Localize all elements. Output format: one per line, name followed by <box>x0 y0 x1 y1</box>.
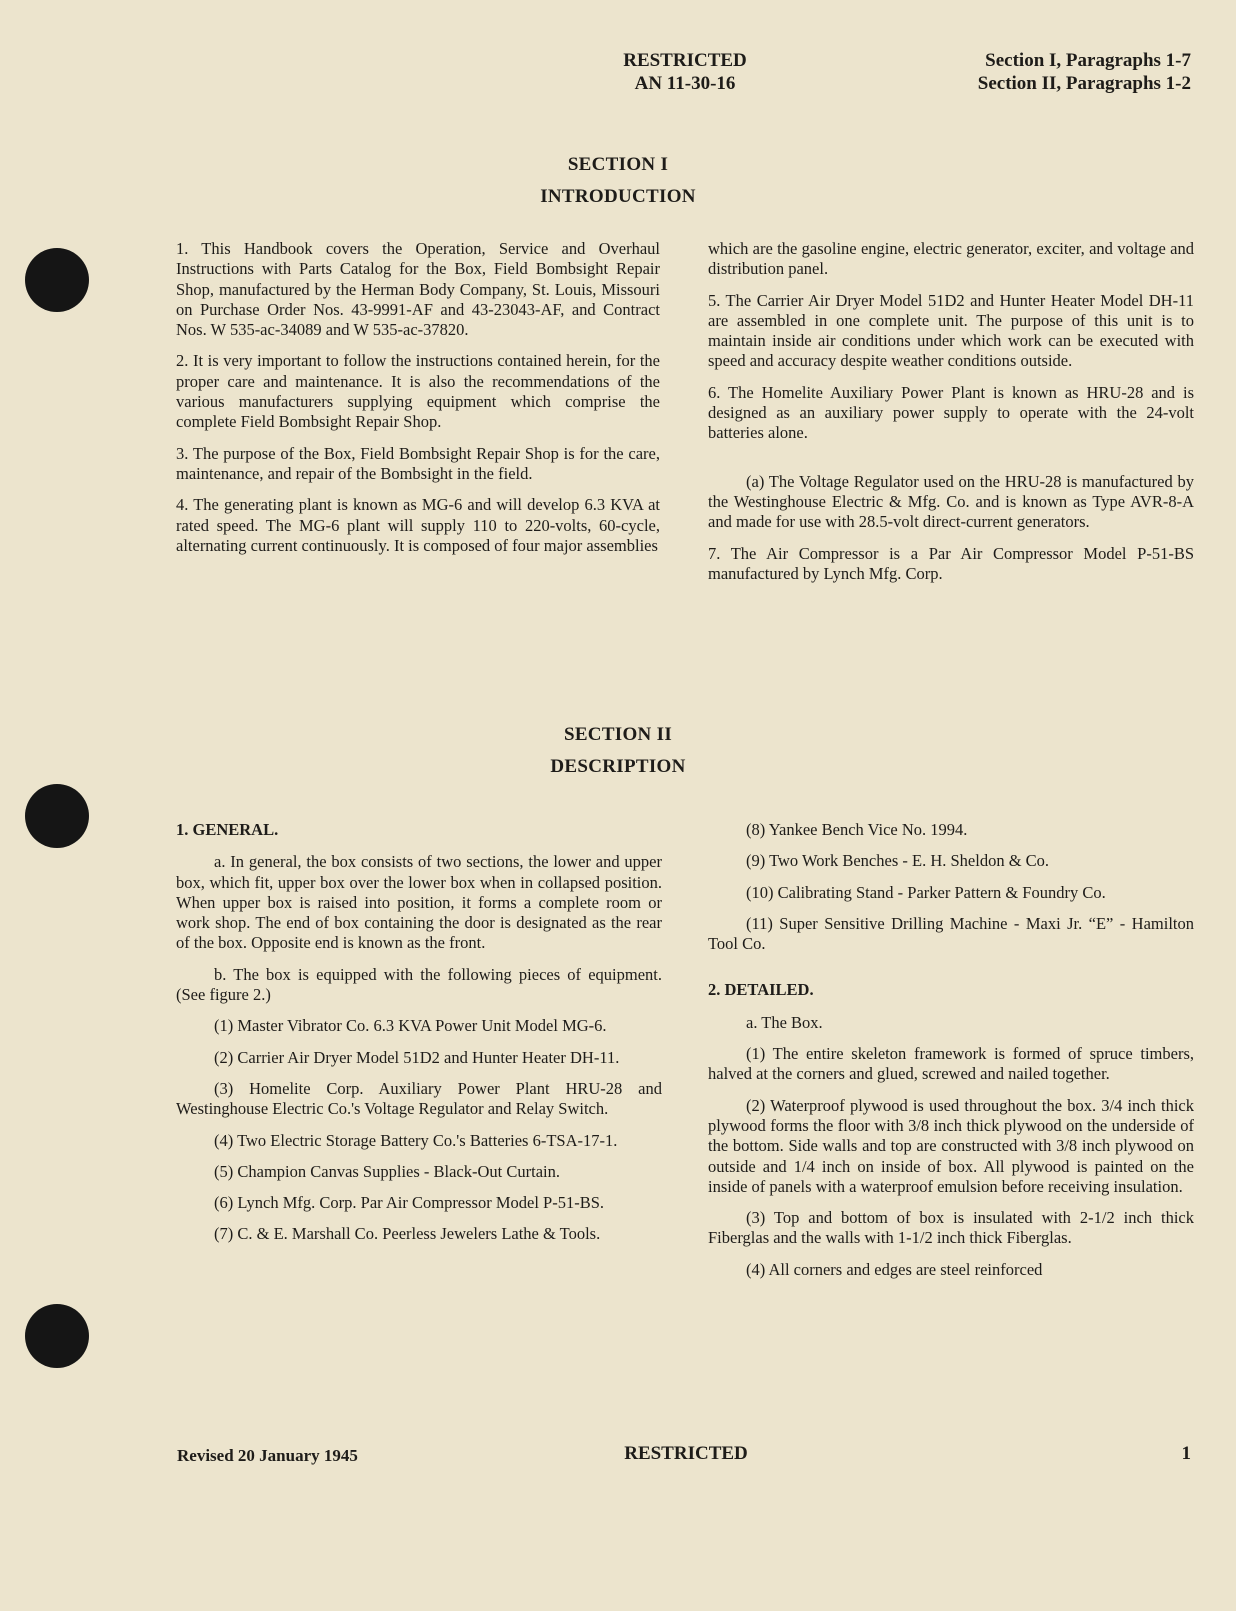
section2-right-column <box>708 820 1194 1291</box>
paragraph: 1. This Handbook covers the Operation, Service and Overhaul Instructions with Parts Catalog for the Box, Field Bombsight Repair Shop, manufactured by the Herman Body Company, St. Louis, Missouri on Purchase Order Nos. 43-9991-AF and 43-23043-AF, and Contract Nos. W 535-ac-34089 and W 535-ac-37820. <box>176 239 660 340</box>
heading-detailed: 2. DETAILED. <box>708 980 814 1000</box>
section1-right-column <box>708 239 1194 595</box>
punch-hole <box>25 1304 89 1368</box>
equipment-item: (9) Two Work Benches - E. H. Sheldon & Co. <box>746 851 1050 871</box>
equipment-item: (10) Calibrating Stand - Parker Pattern & Foundry Co. <box>746 882 1106 902</box>
section2-subtitle: DESCRIPTION <box>550 756 686 777</box>
section2-left-column <box>176 820 662 1256</box>
paragraph: 3. The purpose of the Box, Field Bombsight Repair Shop is for the care, maintenance, and repair of the Bombsight in the field. <box>176 443 660 483</box>
header-section1-ref: Section I, Paragraphs 1-7 <box>985 50 1191 71</box>
footer-restricted: RESTRICTED <box>624 1443 748 1464</box>
header-doc-number: AN 11-30-16 <box>634 73 736 94</box>
detail-item: (1) The entire skeleton framework is formed of spruce timbers, halved at the corners and glued, screwed and nailed together. <box>708 1044 1194 1084</box>
paragraph: a. In general, the box consists of two sections, the lower and upper box, which fit, upper box over the lower box when in collapsed position. When upper box is raised into position, it forms a complete room or work shop. The end of box containing the door is designated as the rear of the box. Opposite end is known as the front. <box>176 852 662 953</box>
equipment-item: (7) C. & E. Marshall Co. Peerless Jewelers Lathe & Tools. <box>214 1224 601 1244</box>
equipment-item: (1) Master Vibrator Co. 6.3 KVA Power Unit Model MG-6. <box>214 1016 607 1036</box>
detail-item: (2) Waterproof plywood is used throughout the box. 3/4 inch thick plywood forms the floor with 3/8 inch thick plywood on the underside of the bottom. Side walls and top are constructed with 3/8 inch plywood on outside and 1/4 inch on inside of box. All plywood is painted on the inside of panels with a waterproof emulsion before receiving insulation. <box>708 1095 1194 1196</box>
equipment-item: (6) Lynch Mfg. Corp. Par Air Compressor Model P-51-BS. <box>214 1193 605 1213</box>
paragraph: 5. The Carrier Air Dryer Model 51D2 and Hunter Heater Model DH-11 are assembled in one complete unit. The purpose of this unit is to maintain inside air conditions under which work can be executed with speed and accuracy despite weather conditions outside. <box>708 290 1194 371</box>
section1-title: SECTION I <box>567 154 669 175</box>
punch-hole <box>25 248 89 312</box>
header-section2-ref: Section II, Paragraphs 1-2 <box>977 73 1191 94</box>
equipment-item: (5) Champion Canvas Supplies - Black-Out Curtain. <box>214 1161 560 1181</box>
header-restricted: RESTRICTED <box>623 50 747 71</box>
paragraph: 2. It is very important to follow the instructions contained herein, for the proper care and maintenance. It is also the recommendations of the various manufacturers supplying equipment which comprise the complete Field Bombsight Repair Shop. <box>176 351 660 432</box>
section1-left-column <box>176 239 660 567</box>
detail-item: (4) All corners and edges are steel reinforced <box>746 1259 1043 1279</box>
punch-hole <box>25 784 89 848</box>
page-number: 1 <box>1181 1443 1191 1464</box>
equipment-item: (4) Two Electric Storage Battery Co.'s Batteries 6-TSA-17-1. <box>214 1130 618 1150</box>
subparagraph: (a) The Voltage Regulator used on the HRU-28 is manufactured by the Westinghouse Electric & Mfg. Co. and is known as Type AVR-8-A and made for use with 28.5-volt direct-current generators. <box>708 471 1194 532</box>
subheading-the-box: a. The Box. <box>746 1012 823 1032</box>
header-classification <box>560 49 810 95</box>
equipment-item: (3) Homelite Corp. Auxiliary Power Plant HRU-28 and Westinghouse Electric Co.'s Voltage Regulator and Relay Switch. <box>176 1078 662 1119</box>
paragraph: 7. The Air Compressor is a Par Air Compressor Model P-51-BS manufactured by Lynch Mfg. Corp. <box>708 543 1194 583</box>
section1-subtitle: INTRODUCTION <box>540 186 696 207</box>
paragraph-continuation: which are the gasoline engine, electric generator, exciter, and voltage and distribution panel. <box>708 239 1194 279</box>
header-section-ref <box>978 49 1191 95</box>
paragraph: 4. The generating plant is known as MG-6 and will develop 6.3 KVA at rated speed. The MG-6 plant will supply 110 to 220-volts, 60-cycle, alternating current continuously. It is composed of four major assemblies <box>176 495 660 555</box>
heading-general: 1. GENERAL. <box>176 820 279 839</box>
equipment-item: (2) Carrier Air Dryer Model 51D2 and Hunter Heater DH-11. <box>214 1047 620 1067</box>
section2-title: SECTION II <box>563 724 673 745</box>
paragraph: b. The box is equipped with the following pieces of equipment. (See figure 2.) <box>176 964 662 1005</box>
footer-revised-date: Revised 20 January 1945 <box>177 1446 358 1465</box>
detail-item: (3) Top and bottom of box is insulated with 2-1/2 inch thick Fiberglas and the walls with 1-1/2 inch thick Fiberglas. <box>708 1208 1194 1248</box>
equipment-item: (8) Yankee Bench Vice No. 1994. <box>746 820 968 839</box>
paragraph: 6. The Homelite Auxiliary Power Plant is known as HRU-28 and is designed as an auxiliary power supply to operate with the 24-volt batteries alone. <box>708 382 1194 443</box>
equipment-item: (11) Super Sensitive Drilling Machine - Maxi Jr. “E” - Hamilton Tool Co. <box>708 913 1194 954</box>
